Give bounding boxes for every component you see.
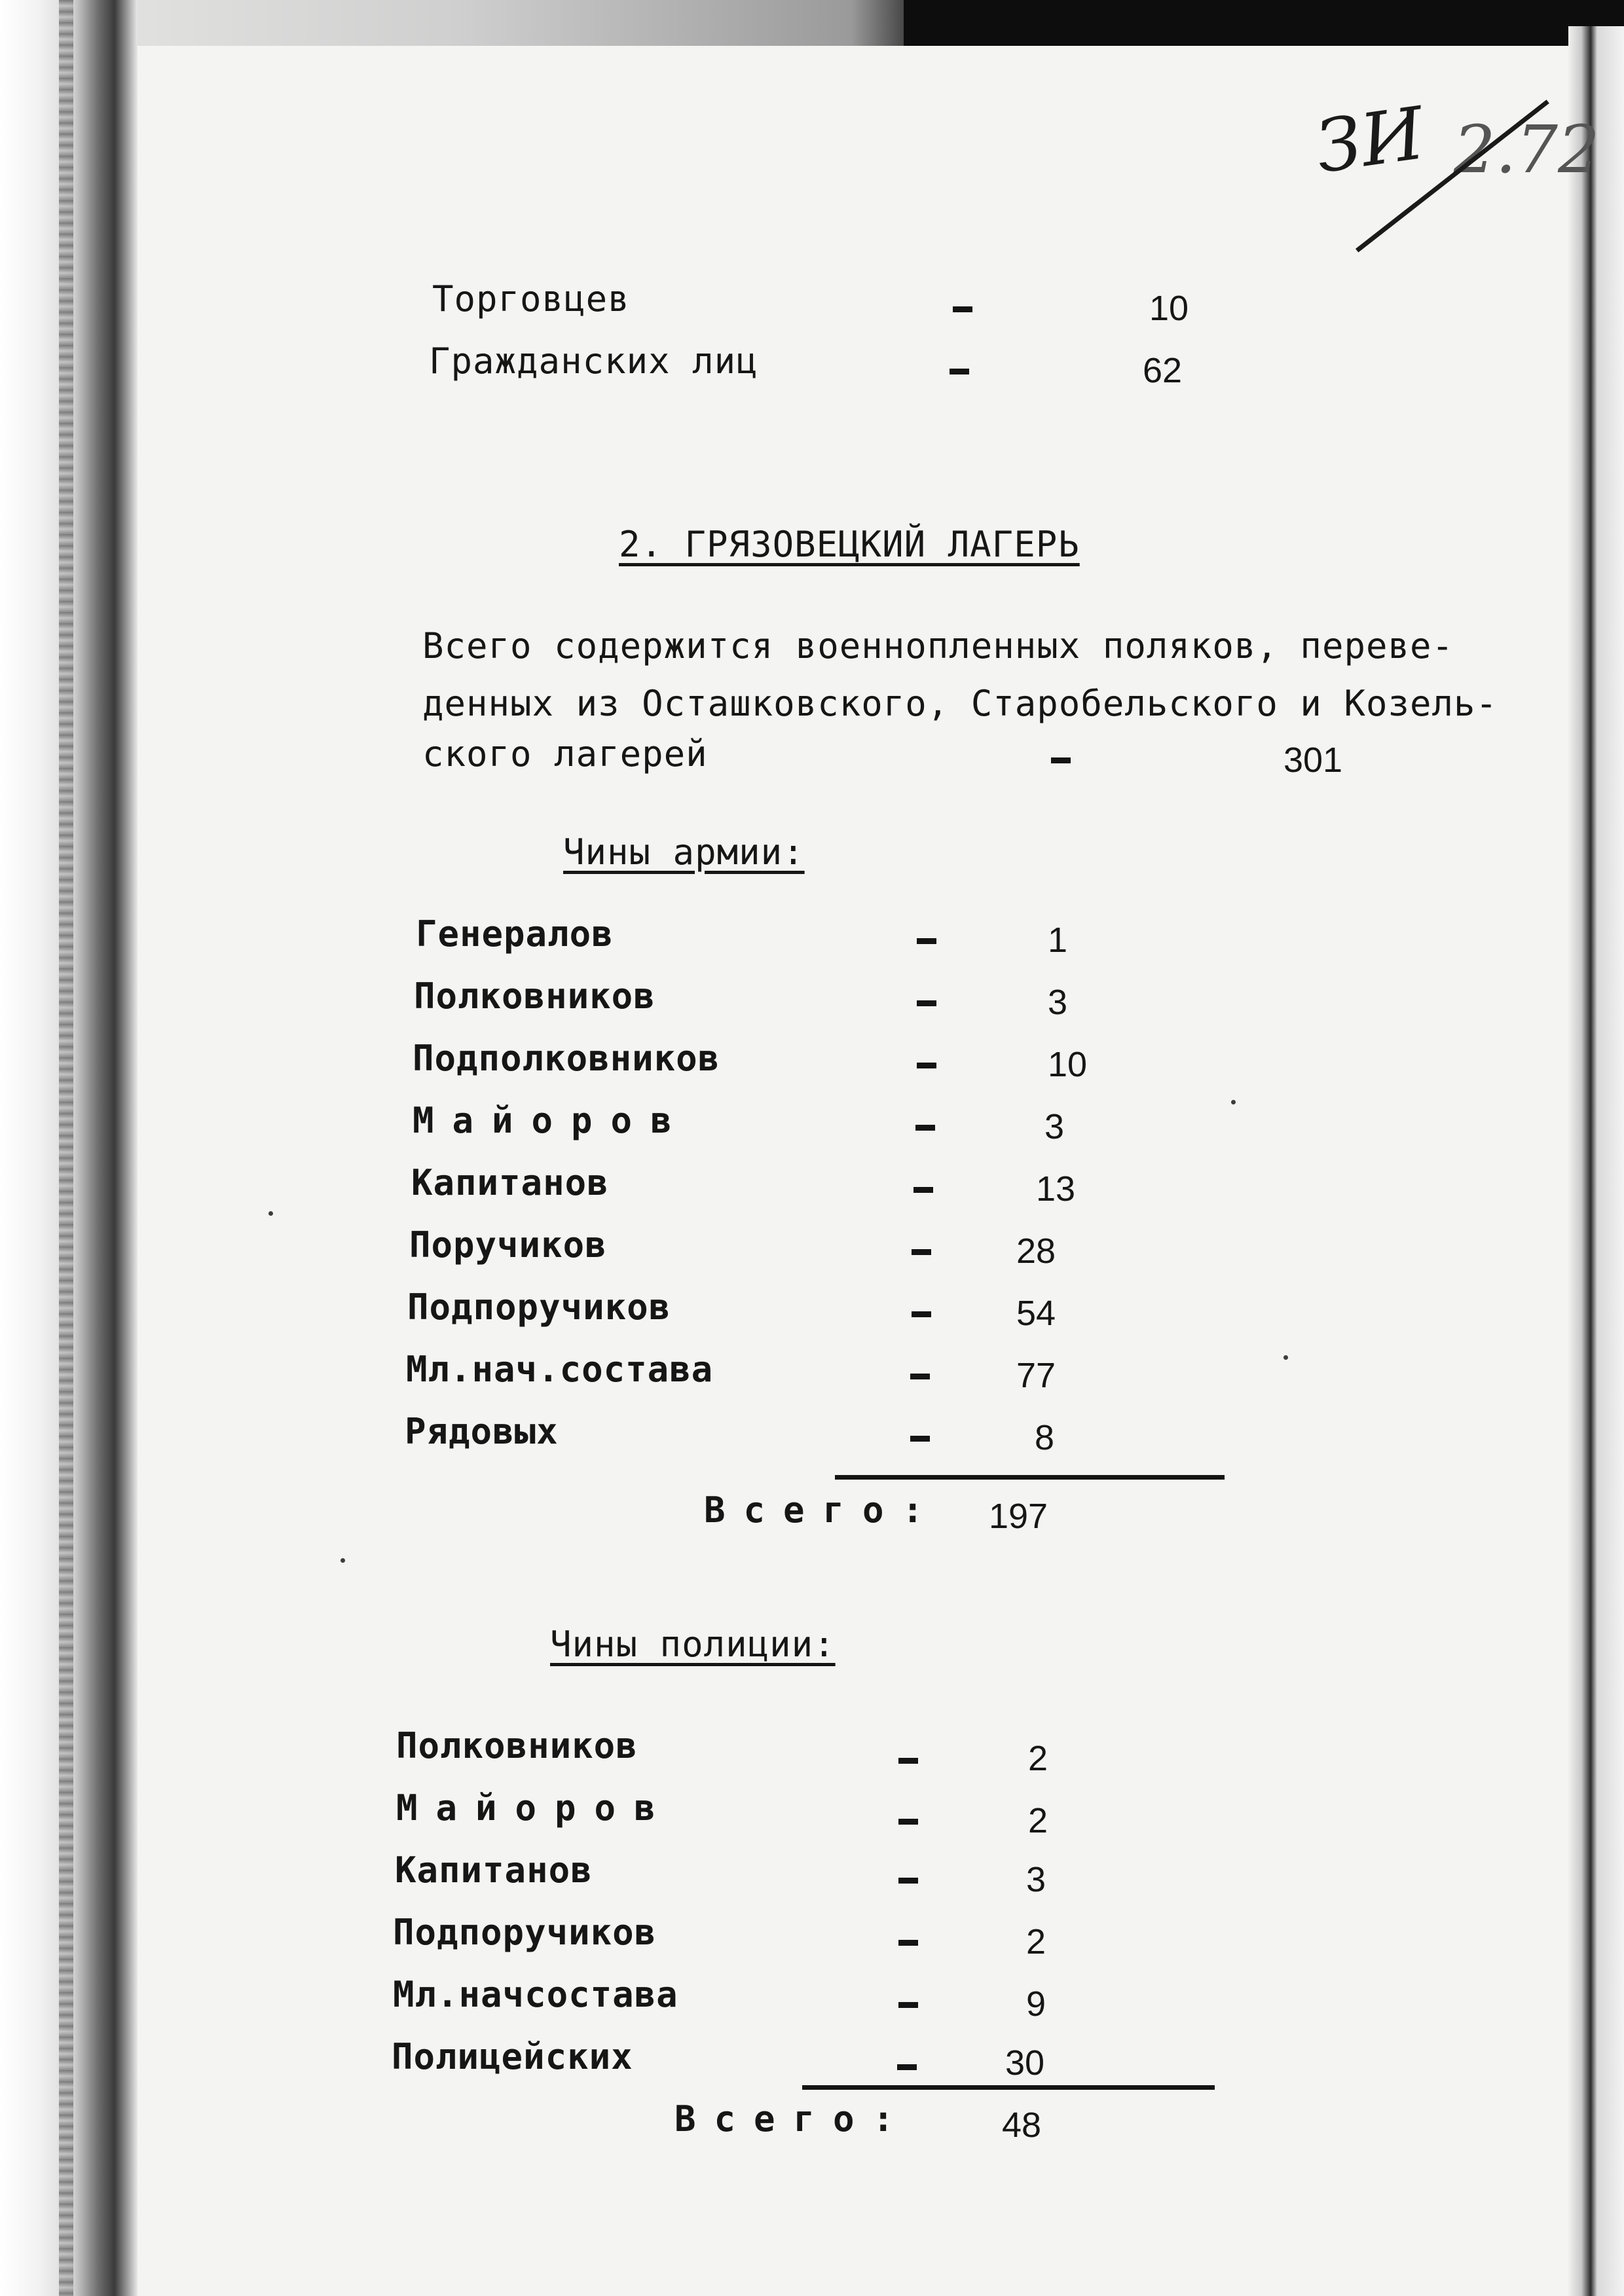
army-row-label: Мл.нач.состава xyxy=(406,1349,714,1390)
army-row-value: 3 xyxy=(1047,983,1068,1022)
army-row-dash xyxy=(915,1125,935,1131)
police-row-label: Майоров xyxy=(396,1787,674,1829)
police-row-dash xyxy=(898,1819,918,1825)
intro-line: Всего содержится военнопленных поляков, переве- xyxy=(422,625,1454,666)
army-row-dash xyxy=(913,1187,933,1193)
police-row-dash xyxy=(898,1940,918,1946)
intro-dash xyxy=(1051,757,1071,763)
police-row-label: Мл.начсостава xyxy=(393,1974,678,2015)
police-row-label: Полицейских xyxy=(392,2036,633,2077)
army-row-value: 10 xyxy=(1047,1045,1088,1084)
archive-handwritten-mark: ЗИ xyxy=(1310,91,1430,189)
police-row-dash xyxy=(898,1758,918,1764)
scan-binding-stripe xyxy=(59,0,73,2296)
police-total-label: Всего: xyxy=(674,2098,913,2140)
police-row-dash xyxy=(898,1878,918,1884)
scan-speck xyxy=(1231,1100,1236,1104)
scan-page-edge xyxy=(1568,26,1624,2296)
army-row-dash xyxy=(912,1249,931,1255)
scan-speck xyxy=(341,1558,345,1563)
army-row-value: 28 xyxy=(1016,1231,1056,1271)
police-row-value: 2 xyxy=(1025,1922,1046,1961)
police-row-label: Подпоручиков xyxy=(393,1912,657,1953)
police-row-value: 30 xyxy=(1005,2043,1045,2083)
army-row-dash xyxy=(917,1063,936,1068)
intro-line: денных из Осташковского, Старобельского и Козель- xyxy=(422,683,1498,724)
army-row-label: Рядовых xyxy=(405,1411,559,1452)
archive-page-number: 2.72 xyxy=(1454,111,1600,188)
police-row-label: Капитанов xyxy=(395,1850,593,1891)
army-row-value: 3 xyxy=(1044,1107,1065,1146)
row-label: Гражданских лиц xyxy=(429,340,758,382)
row-dash xyxy=(950,369,969,374)
army-row-dash xyxy=(910,1436,930,1442)
police-sum-rule xyxy=(802,2085,1215,2090)
police-row-value: 2 xyxy=(1027,1739,1048,1778)
army-row-label: Генералов xyxy=(416,913,614,955)
police-row-label: Полковников xyxy=(396,1725,638,1766)
army-row-dash xyxy=(910,1374,930,1379)
police-row-dash xyxy=(898,2002,918,2008)
army-sum-rule xyxy=(835,1475,1225,1480)
section-heading: 2. ГРЯЗОВЕЦКИЙ ЛАГЕРЬ xyxy=(619,524,1080,565)
scan-speck xyxy=(1283,1355,1288,1360)
row-value: 62 xyxy=(1142,351,1183,390)
police-heading: Чины полиции: xyxy=(550,1624,836,1665)
row-value: 10 xyxy=(1149,289,1189,328)
army-row-label: Капитанов xyxy=(411,1162,609,1203)
army-row-label: Полковников xyxy=(414,975,655,1017)
row-dash xyxy=(953,306,972,312)
army-row-value: 13 xyxy=(1035,1169,1076,1209)
scan-top-border xyxy=(0,0,1624,46)
army-row-dash xyxy=(912,1311,931,1317)
army-row-value: 1 xyxy=(1047,920,1068,960)
army-row-value: 8 xyxy=(1034,1418,1055,1457)
row-label: Торговцев xyxy=(432,278,630,319)
army-total-value: 197 xyxy=(988,1497,1048,1536)
army-row-value: 54 xyxy=(1016,1294,1056,1333)
army-row-dash xyxy=(917,1000,936,1006)
army-heading: Чины армии: xyxy=(563,831,805,873)
army-total-label: Всего: xyxy=(704,1489,942,1531)
army-row-dash xyxy=(917,938,936,944)
army-row-value: 77 xyxy=(1016,1356,1056,1395)
intro-line: ского лагерей xyxy=(422,733,708,774)
police-row-value: 9 xyxy=(1025,1984,1046,2024)
army-row-label: Подпоручиков xyxy=(407,1286,671,1328)
army-row-label: Подполковников xyxy=(413,1038,720,1079)
police-row-value: 3 xyxy=(1025,1860,1046,1899)
army-row-label: Поручиков xyxy=(409,1224,607,1266)
intro-total: 301 xyxy=(1283,740,1343,780)
police-row-dash xyxy=(897,2064,917,2070)
scan-speck xyxy=(268,1211,273,1216)
police-row-value: 2 xyxy=(1027,1801,1048,1840)
army-row-label: Майоров xyxy=(413,1100,690,1141)
police-total-value: 48 xyxy=(1001,2105,1042,2145)
